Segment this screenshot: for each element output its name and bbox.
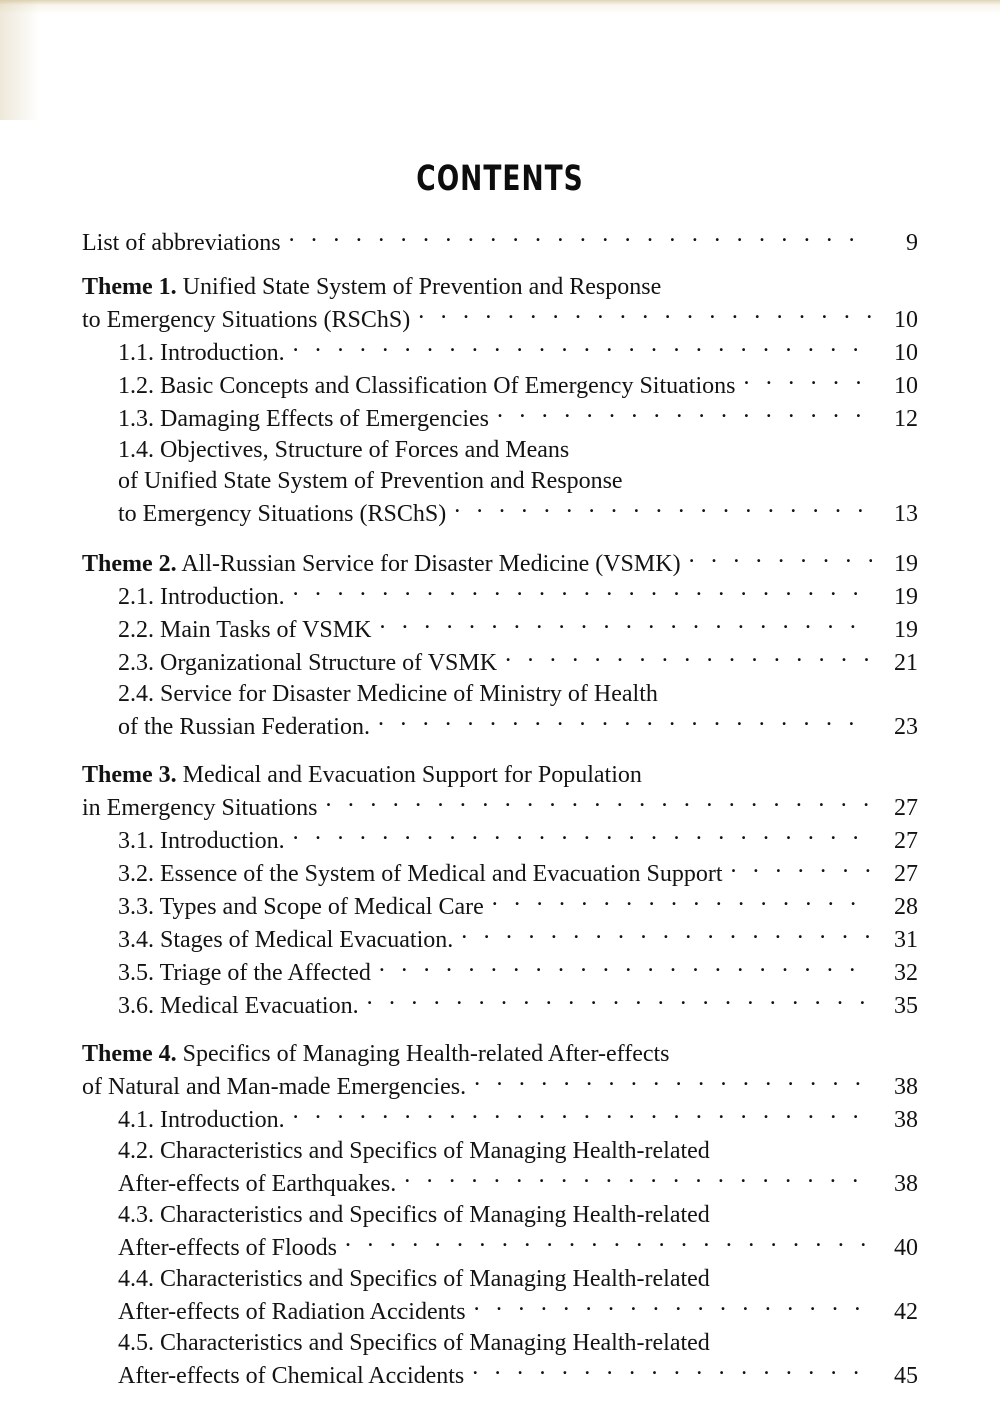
toc-entry-text: 1.1. Introduction. xyxy=(118,340,285,366)
toc-page-number: 38 xyxy=(894,1171,918,1197)
toc-entry-label xyxy=(82,549,681,580)
toc-entry[interactable] xyxy=(118,1328,918,1359)
table-of-contents xyxy=(82,226,918,1392)
toc-entry-text: After-effects of Floods xyxy=(118,1235,338,1261)
toc-entry-label xyxy=(118,892,484,923)
toc-entry-label xyxy=(118,859,723,890)
dot-leader xyxy=(731,857,872,881)
toc-entry[interactable] xyxy=(118,710,918,743)
toc-entry-text: Specifics of Managing Health-related After-effects xyxy=(176,1041,670,1067)
section-spacer xyxy=(82,259,918,272)
toc-entry-label xyxy=(118,958,371,989)
toc-entry-text: 3.3. Types and Scope of Medical Care xyxy=(118,894,484,920)
toc-entry-text: to Emergency Situations (RSChS) xyxy=(82,307,411,333)
toc-page-number: 40 xyxy=(894,1235,918,1261)
dot-leader xyxy=(326,791,872,815)
dot-leader xyxy=(378,710,872,734)
toc-entry[interactable] xyxy=(118,1167,918,1200)
toc-entry-label xyxy=(118,615,371,646)
toc-entry[interactable] xyxy=(118,1231,918,1264)
toc-entry[interactable] xyxy=(118,369,918,402)
dot-leader xyxy=(492,890,872,914)
dot-leader xyxy=(289,226,872,250)
toc-entry[interactable] xyxy=(118,646,918,679)
toc-page-number: 19 xyxy=(894,551,918,577)
toc-entry[interactable] xyxy=(118,1359,918,1392)
toc-entry-text: 4.5. Characteristics and Specifics of Managing Health-related xyxy=(118,1330,710,1356)
toc-entry-label xyxy=(118,1264,710,1295)
toc-theme-number: Theme 3. xyxy=(82,762,177,788)
toc-entry-text: After-effects of Earthquakes. xyxy=(118,1171,397,1197)
toc-page-number: 35 xyxy=(894,993,918,1019)
toc-entry[interactable] xyxy=(118,402,918,435)
toc-entry-label xyxy=(118,404,489,435)
section-spacer xyxy=(82,530,918,547)
toc-entry-label xyxy=(118,1200,710,1231)
dot-leader xyxy=(293,824,872,848)
toc-entry-text: of the Russian Federation. xyxy=(118,714,370,740)
toc-theme-number: Theme 4. xyxy=(82,1041,177,1067)
section-spacer xyxy=(82,1022,918,1039)
dot-leader xyxy=(454,497,872,521)
toc-entry-label xyxy=(118,991,359,1022)
scan-edge-tint-left xyxy=(0,0,40,120)
toc-entry-text: 4.2. Characteristics and Specifics of Managing Health-related xyxy=(118,1138,710,1164)
toc-entry-text: After-effects of Radiation Accidents xyxy=(118,1299,466,1325)
toc-entry-label xyxy=(118,1233,337,1264)
toc-entry[interactable] xyxy=(82,272,918,303)
toc-entry-text: 4.3. Characteristics and Specifics of Managing Health-related xyxy=(118,1202,710,1228)
toc-section-theme-3 xyxy=(82,760,918,1022)
toc-page-number: 10 xyxy=(894,340,918,366)
toc-entry-label xyxy=(118,826,285,857)
scan-edge-tint-top xyxy=(0,0,1000,14)
dot-leader xyxy=(474,1070,872,1094)
toc-page-number: 21 xyxy=(894,650,918,676)
dot-leader xyxy=(345,1231,872,1255)
dot-leader xyxy=(497,402,872,426)
toc-page-number: 42 xyxy=(894,1299,918,1325)
toc-entry[interactable] xyxy=(118,989,918,1022)
toc-entry[interactable] xyxy=(118,923,918,956)
toc-entry-text: 3.4. Stages of Medical Evacuation. xyxy=(118,927,454,953)
toc-entry[interactable] xyxy=(118,679,918,710)
toc-entry[interactable] xyxy=(82,791,918,824)
dot-leader xyxy=(474,1295,872,1319)
toc-entry[interactable] xyxy=(82,1039,918,1070)
toc-entry[interactable] xyxy=(118,435,918,466)
toc-page-number: 31 xyxy=(894,927,918,953)
toc-entry-label xyxy=(82,760,642,791)
toc-entry-text: 3.2. Essence of the System of Medical and Evacuation Support xyxy=(118,861,723,887)
toc-entry-text: to Emergency Situations (RSChS) xyxy=(118,501,447,527)
toc-entry-label xyxy=(118,1169,396,1200)
toc-section-theme-1 xyxy=(82,272,918,530)
dot-leader xyxy=(293,1103,872,1127)
toc-entry[interactable] xyxy=(118,336,918,369)
toc-page-number: 38 xyxy=(894,1107,918,1133)
toc-section-theme-2 xyxy=(82,547,918,743)
toc-page-number: 19 xyxy=(894,617,918,643)
toc-page-number: 10 xyxy=(894,307,918,333)
toc-entry[interactable] xyxy=(82,547,918,580)
toc-entry-text: 3.5. Triage of the Affected xyxy=(118,960,371,986)
toc-page-number: 12 xyxy=(894,406,918,432)
toc-theme-number: Theme 2. xyxy=(82,551,177,577)
toc-entry-text: of Natural and Man-made Emergencies. xyxy=(82,1074,467,1100)
toc-entry-label xyxy=(118,435,569,466)
toc-page-number: 27 xyxy=(894,795,918,821)
toc-page-number: 45 xyxy=(894,1363,918,1389)
toc-entry[interactable] xyxy=(118,613,918,646)
section-spacer xyxy=(82,743,918,760)
toc-entry[interactable] xyxy=(118,1200,918,1231)
toc-entry-text: 1.4. Objectives, Structure of Forces and Means xyxy=(118,437,570,463)
dot-leader xyxy=(379,956,872,980)
dot-leader xyxy=(404,1167,872,1191)
toc-entry[interactable] xyxy=(118,890,918,923)
toc-entry[interactable] xyxy=(118,824,918,857)
dot-leader xyxy=(461,923,872,947)
toc-entry[interactable] xyxy=(118,956,918,989)
toc-entry[interactable] xyxy=(82,226,918,259)
toc-page-number: 10 xyxy=(894,373,918,399)
dot-leader xyxy=(367,989,872,1013)
toc-theme-number: Theme 1. xyxy=(82,274,177,300)
toc-entry-text: List of abbreviations xyxy=(82,230,281,256)
toc-entry-text: 1.3. Damaging Effects of Emergencies xyxy=(118,406,489,432)
toc-entry-label xyxy=(118,1297,466,1328)
toc-entry-label xyxy=(118,466,623,497)
toc-page-number: 27 xyxy=(894,828,918,854)
toc-entry-label xyxy=(118,925,453,956)
toc-entry-text: in Emergency Situations xyxy=(82,795,318,821)
toc-entry-label xyxy=(118,499,446,530)
toc-entry[interactable] xyxy=(118,857,918,890)
toc-entry-label xyxy=(82,1039,670,1070)
toc-entry-text: After-effects of Chemical Accidents xyxy=(118,1363,465,1389)
toc-entry-label xyxy=(82,305,410,336)
toc-page-number: 32 xyxy=(894,960,918,986)
toc-entry[interactable] xyxy=(118,466,918,497)
toc-page-number: 27 xyxy=(894,861,918,887)
toc-entry-label xyxy=(82,228,281,259)
toc-entry[interactable] xyxy=(118,1103,918,1136)
toc-page-number: 19 xyxy=(894,584,918,610)
toc-entry[interactable] xyxy=(82,303,918,336)
page-title: CONTENTS xyxy=(416,159,584,200)
toc-entry-label xyxy=(82,272,661,303)
toc-entry[interactable] xyxy=(118,580,918,613)
toc-entry-label xyxy=(118,1136,710,1167)
toc-entry-label xyxy=(118,1328,710,1359)
dot-leader xyxy=(472,1359,872,1383)
toc-entry-label xyxy=(118,1361,464,1392)
toc-section-theme-4 xyxy=(82,1039,918,1392)
toc-entry-text: 3.1. Introduction. xyxy=(118,828,285,854)
toc-entry[interactable] xyxy=(82,760,918,791)
toc-entry-text: Unified State System of Prevention and Response xyxy=(176,274,662,300)
toc-entry-text: 1.2. Basic Concepts and Classification Of Emergency Situations xyxy=(118,373,736,399)
toc-entry-text: 2.3. Organizational Structure of VSMK xyxy=(118,650,498,676)
toc-page-number: 38 xyxy=(894,1074,918,1100)
toc-section-front-matter xyxy=(82,226,918,259)
toc-page-number: 9 xyxy=(906,230,918,256)
dot-leader xyxy=(379,613,872,637)
toc-entry-label xyxy=(118,1105,285,1136)
toc-page-number: 13 xyxy=(894,501,918,527)
toc-entry[interactable] xyxy=(118,497,918,530)
toc-entry-text: of Unified State System of Prevention and Response xyxy=(118,468,623,494)
toc-entry-label xyxy=(118,648,497,679)
toc-entry-text: 2.1. Introduction. xyxy=(118,584,285,610)
toc-entry[interactable] xyxy=(118,1136,918,1167)
toc-entry-text: 4.4. Characteristics and Specifics of Managing Health-related xyxy=(118,1266,710,1292)
toc-entry[interactable] xyxy=(82,1070,918,1103)
dot-leader xyxy=(293,580,872,604)
toc-entry-label xyxy=(118,371,735,402)
dot-leader xyxy=(293,336,872,360)
toc-entry-label xyxy=(82,1072,466,1103)
dot-leader xyxy=(689,547,872,571)
toc-entry-text: 2.2. Main Tasks of VSMK xyxy=(118,617,372,643)
toc-page-number: 28 xyxy=(894,894,918,920)
toc-page-number: 23 xyxy=(894,714,918,740)
toc-entry-text: All-Russian Service for Disaster Medicine (VSMK) xyxy=(176,551,681,577)
toc-entry-label xyxy=(118,338,285,369)
dot-leader xyxy=(505,646,872,670)
dot-leader xyxy=(743,369,872,393)
toc-entry-text: 4.1. Introduction. xyxy=(118,1107,285,1133)
toc-entry-text: 3.6. Medical Evacuation. xyxy=(118,993,359,1019)
toc-entry-label xyxy=(82,793,318,824)
toc-entry[interactable] xyxy=(118,1264,918,1295)
toc-entry-text: 2.4. Service for Disaster Medicine of Ministry of Health xyxy=(118,681,658,707)
dot-leader xyxy=(418,303,872,327)
toc-entry-label xyxy=(118,582,285,613)
toc-entry-label xyxy=(118,712,370,743)
toc-entry[interactable] xyxy=(118,1295,918,1328)
toc-entry-text: Medical and Evacuation Support for Population xyxy=(176,762,642,788)
toc-entry-label xyxy=(118,679,658,710)
